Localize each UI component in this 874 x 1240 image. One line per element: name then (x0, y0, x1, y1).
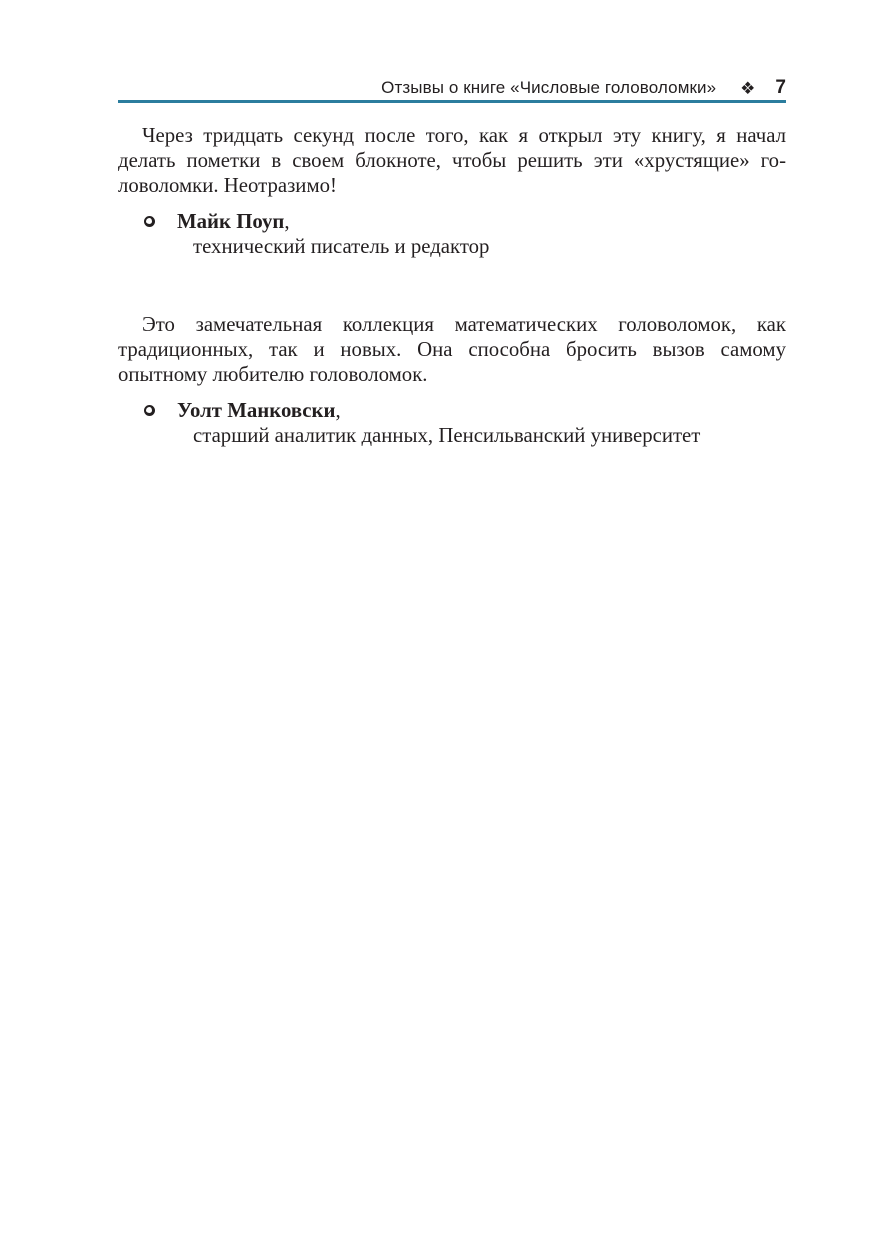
review-quote (118, 312, 786, 387)
chapter-title: Отзывы о книге «Числовые головоломки» (381, 78, 717, 97)
running-header (118, 76, 786, 100)
author-comma: , (335, 399, 341, 422)
quote-line: делать пометки в своем блокноте, чтобы решить эти «хрустящие» го- (118, 149, 786, 172)
quote-line: ловоломки. Неотразимо! (118, 174, 337, 197)
quote-line: традиционных, так и новых. Она способна бросить вызов самому (118, 338, 786, 361)
review-quote (118, 123, 786, 198)
quote-line: Это замечательная коллекция математических головоломок, как (142, 313, 786, 336)
circle-bullet-icon (144, 216, 155, 227)
circle-bullet-icon (144, 405, 155, 416)
author-comma: , (284, 210, 290, 233)
header-rule (118, 100, 786, 103)
author-name: Майк Поуп (177, 210, 285, 233)
review-2 (118, 312, 786, 448)
review-1 (118, 123, 786, 259)
quote-line: Через тридцать секунд после того, как я открыл эту книгу, я начал (142, 124, 786, 147)
page-number: 7 (775, 77, 786, 98)
author-role: старший аналитик данных, Пенсильванский университет (193, 424, 701, 447)
reviews-section (118, 123, 786, 448)
quote-line: опытному любителю головоломок. (118, 363, 428, 386)
author-name: Уолт Манковски (177, 399, 336, 422)
review-attribution (118, 398, 786, 423)
author-role: технический писатель и редактор (193, 235, 490, 258)
review-attribution (118, 209, 786, 234)
ornament-icon: ❖ (740, 78, 756, 98)
